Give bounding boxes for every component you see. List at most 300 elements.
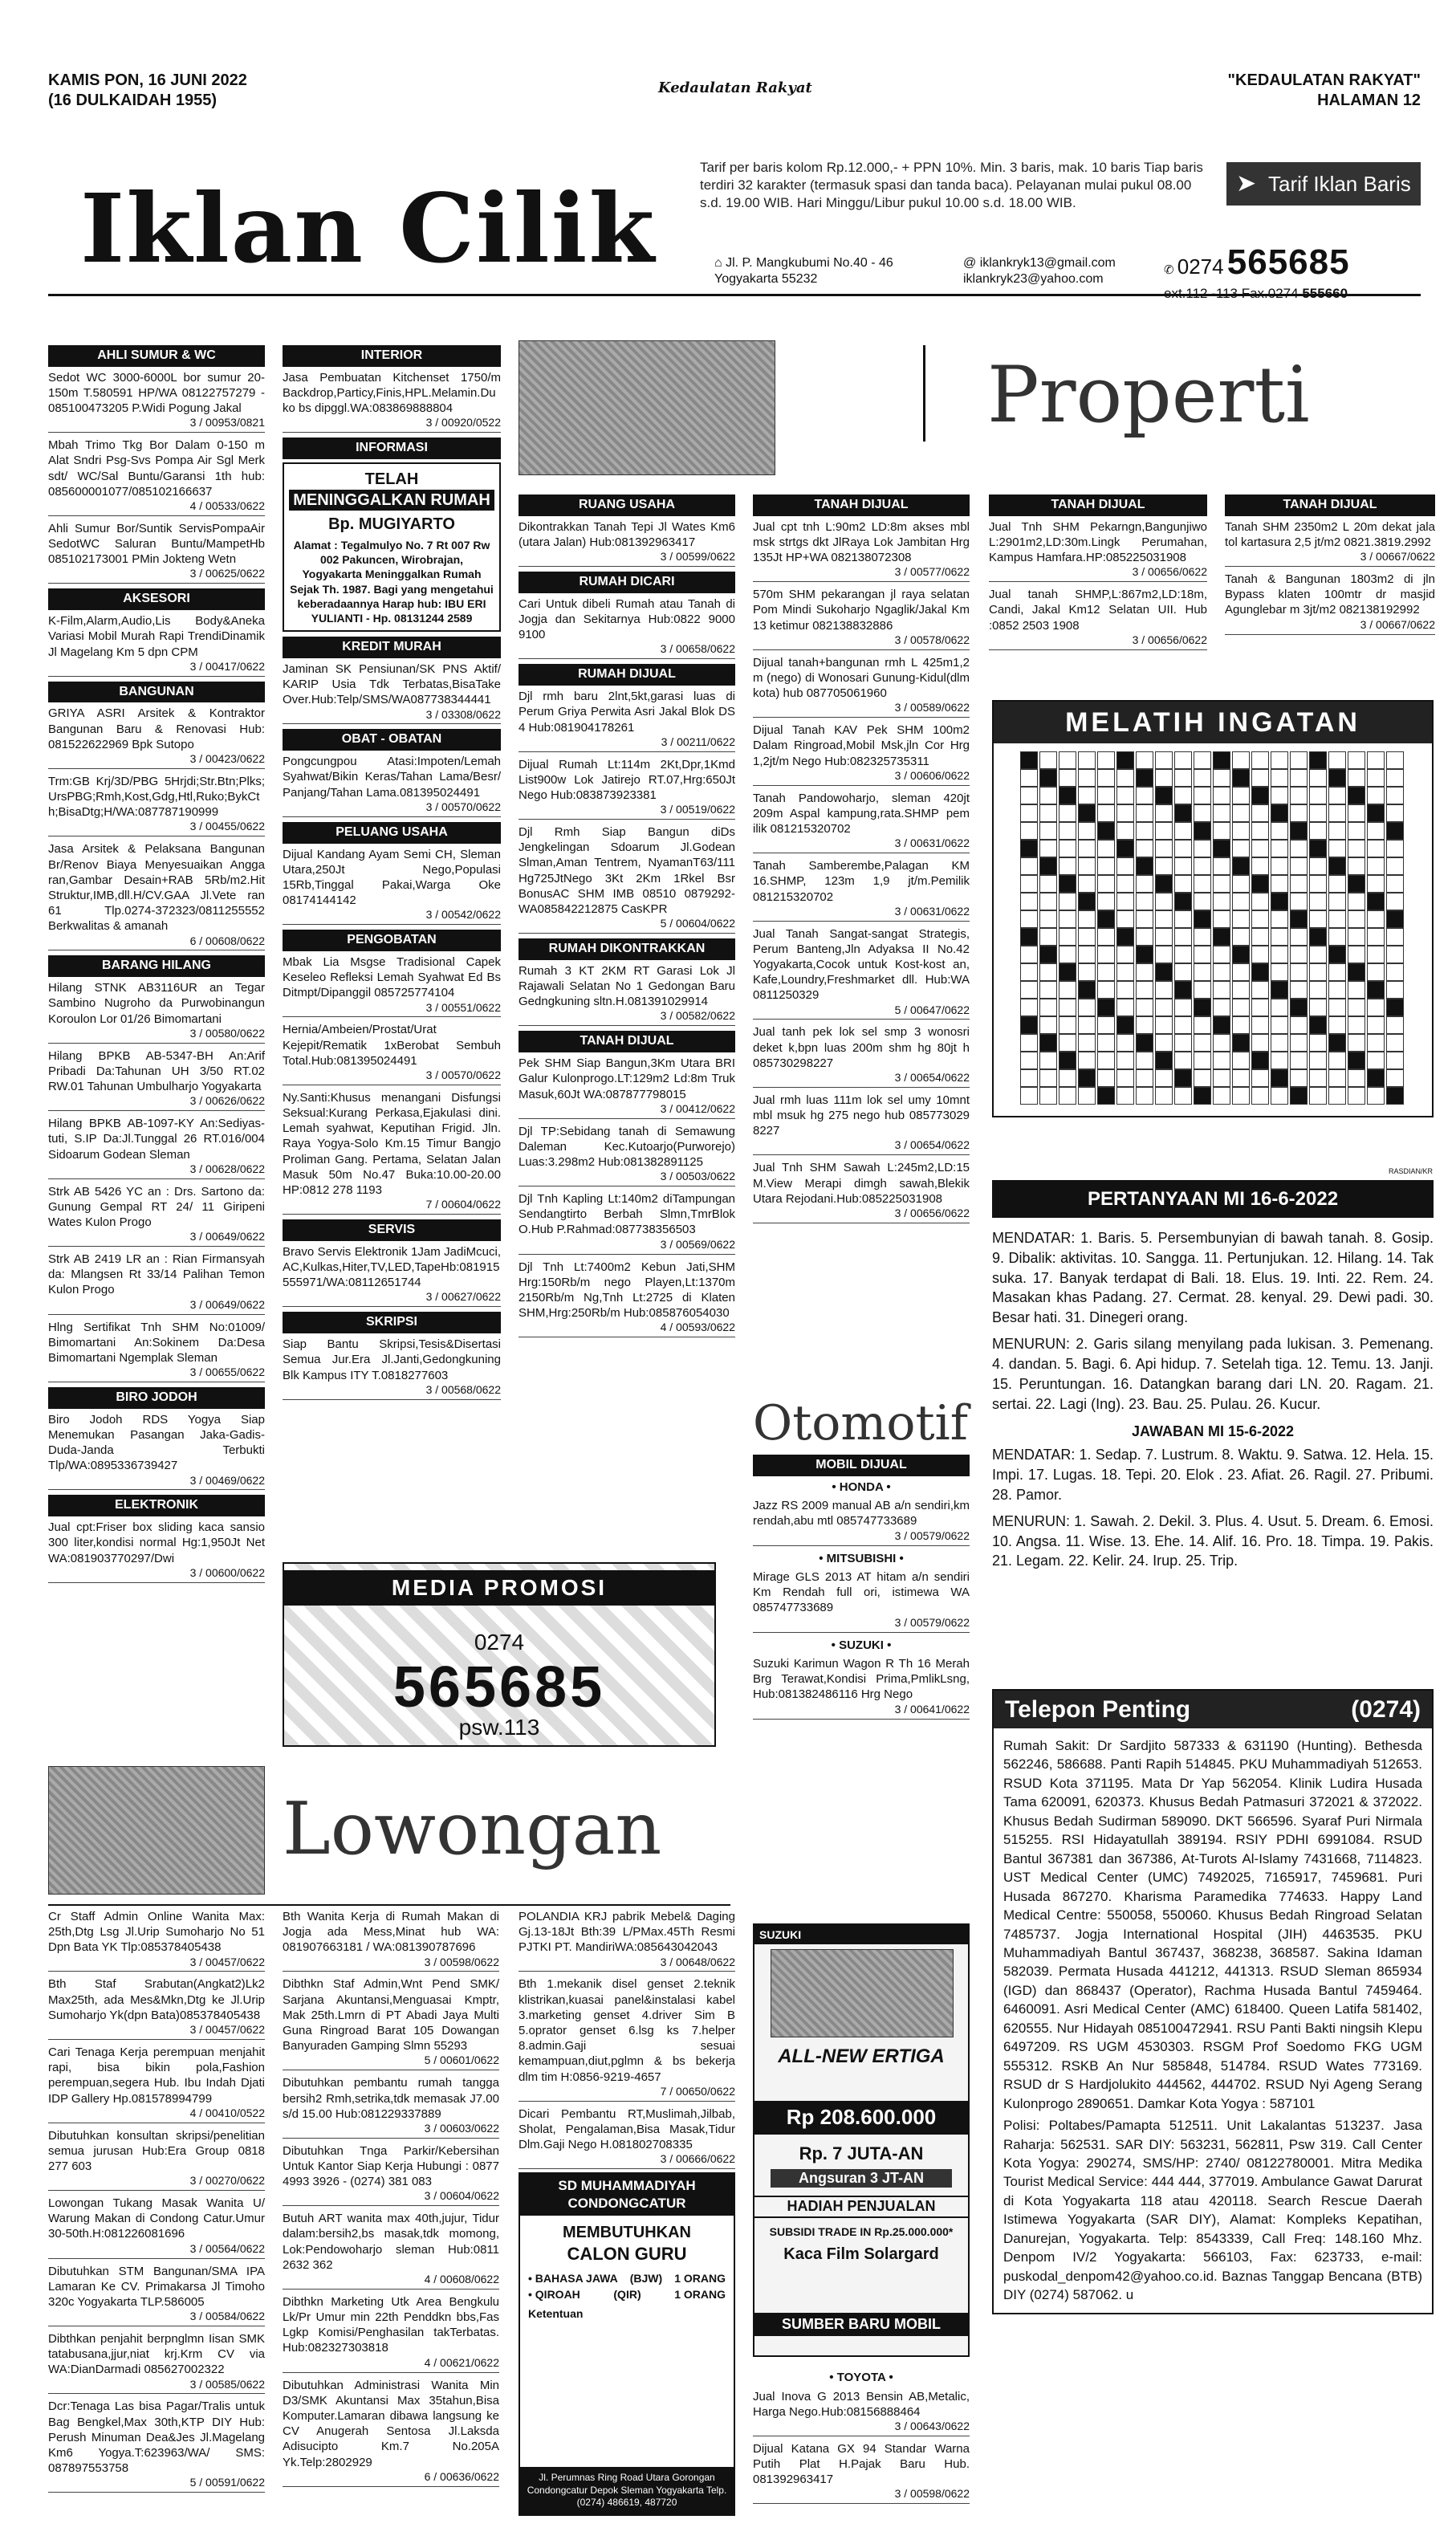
crossword-cell — [1136, 1069, 1153, 1087]
crossword-cell — [1116, 751, 1134, 769]
ad-code: 3 / 00270/0622 — [48, 2174, 265, 2191]
ad-code: 3 / 00578/0622 — [753, 633, 970, 650]
properti-divider — [923, 345, 925, 442]
crossword-cell — [1116, 1034, 1134, 1052]
crossword-cell — [1020, 963, 1038, 981]
classified-ad — [753, 926, 970, 1020]
fax-number: 555660 — [1302, 286, 1348, 302]
section-header: TANAH DIJUAL — [1225, 495, 1435, 516]
ad-code: 3 / 03308/0622 — [283, 708, 501, 725]
crossword-cell — [1232, 946, 1250, 963]
ad-code: 3 / 00519/0622 — [519, 803, 735, 820]
ad-code: 3 / 00631/0622 — [753, 905, 970, 922]
job-ad — [519, 2106, 735, 2169]
ad-code: 3 / 00582/0622 — [519, 1009, 735, 1026]
crossword-cell — [1136, 751, 1153, 769]
crossword-cell — [1271, 928, 1288, 946]
crossword-cell — [1309, 981, 1327, 999]
crossword-cell — [1290, 787, 1308, 804]
ad-code: 3 / 00579/0622 — [753, 1616, 970, 1633]
crossword-cell — [1020, 981, 1038, 999]
issue-date: KAMIS PON, 16 JUNI 2022 — [48, 71, 247, 89]
crossword-cell — [1059, 1087, 1076, 1105]
crossword-cell — [1251, 1034, 1269, 1052]
sdm-place: CONDONGCATUR — [567, 2196, 686, 2212]
iklan-cilik-banner — [48, 159, 1421, 303]
suzuki-dp: Rp. 7 JUTA-AN — [799, 2143, 924, 2164]
ad-text: Djl Rmh Siap Bangun diDs Jengkelingan Sdoarum Jl.Godean Slman,Aman Tentrem, NyamanT63/111 Hg725JtNego 3Kt 2Km 1Rkel Bsr BonusAC SHM IMB 08510 0879292-WA085842212875 CasKPR — [519, 825, 735, 917]
crossword-cell — [1232, 999, 1250, 1016]
property-photo — [519, 340, 775, 475]
crossword-cell — [1059, 928, 1076, 946]
crossword-cell — [1328, 981, 1346, 999]
crossword-cell — [1020, 1069, 1038, 1087]
crossword-cell — [1020, 1052, 1038, 1069]
crossword-cell — [1328, 787, 1346, 804]
mobil-dijual-header: MOBIL DIJUAL — [753, 1455, 970, 1476]
crossword-credit: RASDIAN/KR — [1389, 1167, 1434, 1175]
ad-code: 3 / 00920/0522 — [283, 416, 501, 433]
crossword-cell — [1328, 1087, 1346, 1105]
crossword-title: MELATIH INGATAN — [994, 702, 1432, 743]
job-ad — [48, 2264, 265, 2326]
crossword-cell — [1116, 1052, 1134, 1069]
brand-list — [753, 1480, 970, 1720]
job-ad — [283, 1909, 499, 1972]
crossword-cell — [1116, 857, 1134, 875]
crossword-cell — [1348, 1087, 1365, 1105]
crossword-cell — [1174, 963, 1192, 981]
crossword-cell — [1309, 751, 1327, 769]
brand-name: • MITSUBISHI • — [819, 1551, 904, 1565]
crossword-cell — [1367, 840, 1385, 857]
crossword-cell — [1271, 769, 1288, 787]
section-header: SERVIS — [283, 1219, 501, 1241]
crossword-cell — [1213, 1069, 1230, 1087]
toyota-section — [753, 2367, 970, 2509]
crossword-cell — [1097, 1087, 1115, 1105]
job-ad — [48, 2045, 265, 2123]
crossword-cell — [1290, 928, 1308, 946]
crossword-cell — [1059, 946, 1076, 963]
page-number: HALAMAN 12 — [1317, 92, 1421, 109]
section-header: TANAH DIJUAL — [989, 495, 1207, 516]
crossword-cell — [1232, 910, 1250, 928]
ad-code: 3 / 00589/0622 — [753, 701, 970, 718]
classified-ad — [283, 661, 501, 724]
crossword-cell — [1194, 893, 1211, 910]
crossword-cell — [1116, 822, 1134, 840]
crossword-cell — [1078, 1016, 1096, 1034]
ad-text: Dibutuhkan STM Bangunan/SMA IPA Lamaran Ke CV. Primakarsa Jl Timoho 320c Yogyakarta TLP.586005 — [48, 2264, 265, 2309]
crossword-cell — [1328, 928, 1346, 946]
crossword-cell — [1097, 1034, 1115, 1052]
crossword-cell — [1174, 1034, 1192, 1052]
section-header: ELEKTRONIK — [48, 1495, 265, 1516]
informasi-name: Bp. MUGIYARTO — [328, 515, 455, 534]
ad-text: Dibutuhkan Tnga Parkir/Kebersihan Untuk Kantor Siap Kerja Hubungi : 0877 4993 3926 - (0274) 381 083 — [283, 2143, 499, 2189]
crossword-cell — [1232, 751, 1250, 769]
ad-code: 3 / 00570/0622 — [283, 800, 501, 817]
ad-code: 5 / 00601/0622 — [283, 2053, 499, 2070]
crossword-cell — [1059, 999, 1076, 1016]
ad-text: Butuh ART wanita max 40th,jujur, Tidur dalam:bersih2,bs masak,tdk momong, Lok:Pendowoharjo sleman Hub:0811 2632 362 — [283, 2212, 499, 2272]
classified-ad — [48, 1252, 265, 1314]
crossword-cell — [1020, 1087, 1038, 1105]
column-3 — [519, 490, 735, 1342]
classified-ad — [48, 521, 265, 584]
crossword-cell — [1116, 946, 1134, 963]
ad-text: K-Film,Alarm,Audio,Lis Body&Aneka Variasi Mobil Murah Rapi TrendiDinamik Jl Magelang Km 5 dpn CPM — [48, 614, 265, 659]
crossword-cell — [1194, 875, 1211, 893]
crossword-cell — [1232, 963, 1250, 981]
suzuki-brand: SUZUKI — [754, 1925, 968, 1944]
crossword-cell — [1020, 787, 1038, 804]
ad-text: Djl TP:Sebidang tanah di Semawung Daleman Kec.Kutoarjo(Purworejo) Luas:3.298m2 Hub:081382891125 — [519, 1124, 735, 1170]
crossword-cell — [1059, 910, 1076, 928]
brand-ad — [753, 1498, 970, 1545]
ad-code: 3 / 00606/0622 — [753, 769, 970, 786]
crossword-cell — [1136, 999, 1153, 1016]
crossword-cell — [1251, 769, 1269, 787]
ad-code: 3 / 00412/0622 — [519, 1102, 735, 1119]
crossword-cell — [1271, 822, 1288, 840]
crossword-cell — [1194, 963, 1211, 981]
suzuki-dealer: SUMBER BARU MOBIL — [754, 2313, 968, 2336]
classified-ad — [48, 1412, 265, 1491]
column-4 — [753, 490, 970, 1228]
crossword-cell — [1328, 804, 1346, 822]
crossword-cell — [1251, 893, 1269, 910]
classified-ad — [753, 722, 970, 785]
telepon-area-code: (0274) — [1351, 1696, 1421, 1723]
crossword-puzzle — [992, 700, 1434, 1117]
crossword-cell — [1194, 822, 1211, 840]
crossword-cell — [1309, 857, 1327, 875]
crossword-cell — [1078, 840, 1096, 857]
job-ad — [519, 1976, 735, 2101]
crossword-cell — [1020, 946, 1038, 963]
crossword-cell — [1078, 857, 1096, 875]
crossword-cell — [1309, 804, 1327, 822]
crossword-cell — [1251, 1087, 1269, 1105]
ad-code: 3 / 00667/0622 — [1225, 550, 1435, 567]
ad-code: 7 / 00604/0622 — [283, 1198, 501, 1215]
ad-code: 3 / 00603/0622 — [283, 2122, 499, 2139]
crossword-cell — [1078, 946, 1096, 963]
crossword-cell — [1328, 857, 1346, 875]
sdm-footer: Jl. Perumnas Ring Road Utara Gorongan Condongcatur Depok Sleman Yogyakarta Telp. (0274) 486619, 487720 — [520, 2467, 734, 2514]
crossword-cell — [1097, 769, 1115, 787]
crossword-cell — [1213, 857, 1230, 875]
crossword-cell — [1039, 999, 1057, 1016]
crossword-cell — [1039, 840, 1057, 857]
crossword-cell — [1194, 804, 1211, 822]
crossword-cell — [1386, 1016, 1404, 1034]
crossword-cell — [1059, 751, 1076, 769]
classified-ad — [283, 1090, 501, 1215]
crossword-cell — [1136, 981, 1153, 999]
crossword-cell — [1059, 1069, 1076, 1087]
ad-code: 3 / 00656/0622 — [989, 565, 1207, 582]
crossword-cell — [1386, 1052, 1404, 1069]
crossword-cell — [1271, 893, 1288, 910]
crossword-cell — [1309, 1069, 1327, 1087]
ad-text: POLANDIA KRJ pabrik Mebel& Daging Gj.13-18Jt Bth:39 L/PMax.45Th Resmi PJTKI PT. MandiriWA:085643042043 — [519, 1910, 735, 1955]
crossword-cell — [1348, 1052, 1365, 1069]
media-area-code: 0274 — [474, 1630, 525, 1655]
crossword-cell — [1271, 1016, 1288, 1034]
suzuki-kaca: Kaca Film Solargard — [783, 2245, 939, 2263]
crossword-cell — [1213, 963, 1230, 981]
crossword-cell — [1097, 787, 1115, 804]
crossword-cell — [1097, 857, 1115, 875]
crossword-cell — [1097, 928, 1115, 946]
crossword-cell — [1174, 999, 1192, 1016]
crossword-cell — [1213, 840, 1230, 857]
informasi-ad — [283, 462, 501, 632]
ad-code: 3 / 00579/0622 — [753, 1529, 970, 1546]
ad-code: 3 / 00584/0622 — [48, 2310, 265, 2326]
toyota-ad-2-text: Dijual Katana GX 94 Standar Warna Putih Plat H.Pajak Baru Hub. 081392963417 — [753, 2441, 970, 2487]
crossword-cell — [1078, 981, 1096, 999]
ad-text: Lowongan Tukang Masak Wanita U/ Warung Makan di Condong Catur.Umur 30-50th.H:081226081696 — [48, 2196, 265, 2241]
crossword-cell — [1059, 893, 1076, 910]
job-ad — [48, 2399, 265, 2493]
crossword-cell — [1271, 1052, 1288, 1069]
ad-text: Pek SHM Siap Bangun,3Km Utara BRI Galur Kulonprogo.LT:129m2 Ld:8m Truk Masuk,60Jt WA:087877798015 — [519, 1056, 735, 1101]
ad-text: Hernia/Ambeien/Prostat/Urat Kejepit/Rematik 1xBerobat Sembuh Total.Hub:081395024491 — [283, 1023, 501, 1068]
crossword-cell — [1020, 804, 1038, 822]
crossword-cell — [1136, 804, 1153, 822]
crossword-cell — [1155, 769, 1173, 787]
section-header: AHLI SUMUR & WC — [48, 345, 265, 367]
crossword-cell — [1367, 1052, 1385, 1069]
jawaban-mendatar: MENDATAR: 1. Sedap. 7. Lustrum. 8. Waktu. 9. Satwa. 12. Hela. 15. Impi. 17. Lugas. 18. Tepi. 20. Elok . 23. Afiat. 26. Ragil. 27. Pribumi. 28. Pamor. — [992, 1447, 1434, 1503]
classified-ad — [283, 954, 501, 1017]
classified-ad — [753, 587, 970, 649]
tarif-text: Tarif per baris kolom Rp.12.000,- + PPN 10%. Min. 3 baris, mak. 10 baris Tiap baris terdiri 32 karakter (termasuk spasi dan tanda baca). Pelayanan mulai pukul 08.00 s.d. 19.00 WIB. Hari Minggu/Libur pukul 10.00 s.d. 18.00 WIB. — [700, 160, 1203, 211]
crossword-cell — [1039, 804, 1057, 822]
ad-code: 3 / 00551/0622 — [283, 1001, 501, 1018]
ad-code: 3 / 00667/0622 — [1225, 618, 1435, 635]
sdm-row-1-count: 1 ORANG — [674, 2271, 726, 2285]
classified-ad — [48, 1116, 265, 1178]
crossword-cell — [1155, 1052, 1173, 1069]
ad-code: 3 / 00643/0622 — [753, 2420, 970, 2436]
crossword-cell — [1328, 1052, 1346, 1069]
ad-text: Bth Wanita Kerja di Rumah Makan di Jogja ada Mess,Minat hub WA: 081907663181 / WA:081390787696 — [283, 1910, 499, 1955]
ad-code: 3 / 00599/0622 — [519, 550, 735, 567]
ad-text: Jual cpt tnh L:90m2 LD:8m akses mbl msk strtgs dkt JlRaya Lok Jambitan Hrg 135Jt HP+WA 082138072308 — [753, 519, 970, 565]
lowongan-column-3 — [519, 1909, 735, 2174]
ad-code: 7 / 00650/0622 — [519, 2085, 735, 2102]
crossword-cell — [1155, 893, 1173, 910]
crossword-cell — [1232, 804, 1250, 822]
ad-code: 5 / 00604/0622 — [519, 917, 735, 934]
crossword-cell — [1386, 804, 1404, 822]
crossword-cell — [1078, 893, 1096, 910]
address-line2: Yogyakarta 55232 — [714, 272, 818, 286]
ad-text: Bth 1.mekanik disel genset 2.teknik klistrikan,kuasai panel&instalasi kabel 3.marketing genset 4.driver Sim B 5.oprator genset 6.lsg ks 7.helper 8.admin.Gaji sesuai kemampuan,diut,pglmn & bs bekerja dlm tim H:0856-9219-4657 — [519, 1977, 735, 2084]
toyota-ad-2-code: 3 / 00598/0622 — [753, 2487, 970, 2504]
crossword-cell — [1097, 999, 1115, 1016]
classified-ad — [48, 841, 265, 950]
crossword-cell — [1078, 1052, 1096, 1069]
ad-text: Jual Tnh SHM Sawah L:245m2,LD:15 M.View Merapi dimgh sawah,Blekik Utara Rejodani.Hub:085225031908 — [753, 1161, 970, 1206]
crossword-cell — [1039, 875, 1057, 893]
crossword-cell — [1367, 769, 1385, 787]
crossword-cell — [1136, 910, 1153, 928]
section-header: RUANG USAHA — [519, 495, 735, 516]
crossword-cell — [1194, 946, 1211, 963]
classified-ad — [283, 370, 501, 433]
lowongan-photo — [48, 1766, 265, 1895]
sdm-row-2-count: 1 ORANG — [674, 2287, 726, 2301]
crossword-cell — [1116, 999, 1134, 1016]
crossword-cell — [1309, 893, 1327, 910]
ad-text: Jasa Pembuatan Kitchenset 1750/m Backdrop,Particy,Finis,HPL.Melamin.Du ko bs dipggl.WA:083869888804 — [283, 370, 501, 416]
crossword-cell — [1059, 1016, 1076, 1034]
classified-ad — [283, 754, 501, 816]
sdm-row-2-code: (QIR) — [613, 2287, 641, 2301]
crossword-cell — [1020, 893, 1038, 910]
lowongan-divider — [48, 1904, 730, 1906]
crossword-cell — [1328, 963, 1346, 981]
crossword-cell — [1155, 910, 1173, 928]
classified-ad — [989, 587, 1207, 649]
crossword-cell — [1136, 963, 1153, 981]
crossword-cell — [1194, 840, 1211, 857]
crossword-cell — [1194, 1052, 1211, 1069]
ad-text: Hlng Sertifikat Tnh SHM No:01009/ Bimomartani An:Sokinem Da:Desa Bimomartani Ngemplak Sleman — [48, 1320, 265, 1365]
crossword-cell — [1039, 822, 1057, 840]
crossword-cell — [1097, 1052, 1115, 1069]
crossword-cell — [1155, 857, 1173, 875]
crossword-cell — [1020, 1016, 1038, 1034]
crossword-cell — [1116, 840, 1134, 857]
crossword-cell — [1232, 1034, 1250, 1052]
crossword-cell — [1078, 822, 1096, 840]
telepon-penting-box — [992, 1689, 1434, 2314]
crossword-cell — [1290, 999, 1308, 1016]
page-header — [48, 71, 1421, 127]
crossword-cell — [1309, 928, 1327, 946]
crossword-cell — [1136, 857, 1153, 875]
crossword-cell — [1251, 928, 1269, 946]
crossword-cell — [1194, 910, 1211, 928]
email-1: iklankryk13@gmail.com — [979, 256, 1116, 270]
crossword-cell — [1213, 910, 1230, 928]
job-ad — [48, 2128, 265, 2191]
suzuki-model: ALL-NEW ERTIGA — [778, 2045, 945, 2068]
ad-text: Tanah SHM 2350m2 L 20m dekat jala tol kartasura 2,5 jt/m2 0821.3819.2992 — [1225, 519, 1435, 549]
properti-title: Properti — [987, 350, 1310, 440]
crossword-cell — [1097, 822, 1115, 840]
crossword-cell — [1059, 769, 1076, 787]
crossword-cell — [1309, 910, 1327, 928]
crossword-cell — [1155, 822, 1173, 840]
crossword-cell — [1174, 875, 1192, 893]
crossword-cell — [1020, 875, 1038, 893]
crossword-cell — [1328, 999, 1346, 1016]
crossword-cell — [1328, 751, 1346, 769]
crossword-cell — [1155, 787, 1173, 804]
crossword-cell — [1328, 1016, 1346, 1034]
section-header: BARANG HILANG — [48, 955, 265, 977]
job-ad — [283, 1976, 499, 2070]
crossword-cell — [1039, 751, 1057, 769]
crossword-cell — [1290, 1087, 1308, 1105]
crossword-cell — [1020, 822, 1038, 840]
crossword-cell — [1386, 875, 1404, 893]
crossword-cell — [1290, 893, 1308, 910]
crossword-cell — [1290, 857, 1308, 875]
crossword-cell — [1348, 910, 1365, 928]
crossword-cell — [1290, 875, 1308, 893]
ad-text: Tanah & Bangunan 1803m2 di jln Bypass klaten 100mtr dr masjid Agunglebar m 3jt/m2 082138192992 — [1225, 572, 1435, 617]
ad-text: Dijual Rumah Lt:114m 2Kt,Dpr,1Kmd List900w Lok Jatirejo RT.07,Hrg:650Jt Nego Hub:083873923381 — [519, 757, 735, 802]
crossword-cell — [1232, 822, 1250, 840]
crossword-cell — [1174, 910, 1192, 928]
crossword-cell — [1251, 787, 1269, 804]
crossword-cell — [1213, 928, 1230, 946]
crossword-cell — [1309, 999, 1327, 1016]
crossword-cell — [1194, 787, 1211, 804]
crossword-cell — [1174, 1069, 1192, 1087]
ad-text: Bth Staf Srabutan(Angkat2)Lk2 Max25th, ada Mes&Mkn,Dtg ke Jl.Urip Sumoharjo Yk(dpn Bata)085378405438 — [48, 1977, 265, 2022]
crossword-cell — [1174, 1016, 1192, 1034]
crossword-cell — [1251, 999, 1269, 1016]
classified-ad — [519, 519, 735, 567]
crossword-cell — [1078, 751, 1096, 769]
email-2: iklankryk23@yahoo.com — [963, 272, 1104, 286]
crossword-cell — [1194, 769, 1211, 787]
ad-text: Tanah Pandowoharjo, sleman 420jt 209m Aspal kampung,rata.SHMP pem ilik 081215320702 — [753, 791, 970, 836]
crossword-cell — [1174, 804, 1192, 822]
crossword-cell — [1059, 981, 1076, 999]
classified-ad — [1225, 572, 1435, 634]
crossword-cell — [1020, 928, 1038, 946]
sdm-row-1-code: (BJW) — [629, 2271, 663, 2285]
crossword-cell — [1367, 963, 1385, 981]
crossword-cell — [1367, 981, 1385, 999]
telepon-polisi: Polisi: Poltabes/Pamapta 512511. Unit Lakalantas 513237. Jasa Raharja: 562531. SAR DIY: 563231, 562811, Psw 319. Call Center Kota Yogya: 290274, SMS/HP: 2740/ 08122780001. Mitra Medika Tourist Medical Service: 444 444, 377019. Ambulance Gawat Darurat di Kota Yogyakarta 118 atau 420118. Search Rescue Daerah Istimewa Yogyakarta (SAR DIY), Alamat: Kompleks Kepatihan, Danurejan, Yogyakarta. Telp: 8543339, Call Freq: 148.160 Mhz. Denpom IV/2 Yogyakarta: 566103, Fax: 623733, e-mail: puskodal_denpom42@yahoo.co.id. Baznas Tanggap Bencana (BTB) DIY (0274) 587062. u — [1003, 2118, 1422, 2303]
ad-code: 4 / 00593/0622 — [519, 1321, 735, 1337]
ad-code: 3 / 00598/0622 — [283, 1956, 499, 1972]
crossword-cell — [1194, 1034, 1211, 1052]
classified-ad — [48, 1320, 265, 1382]
crossword-cell — [1059, 857, 1076, 875]
classified-ad — [519, 689, 735, 751]
ad-code: 5 / 00647/0622 — [753, 1003, 970, 1020]
ad-code: 3 / 00503/0622 — [519, 1170, 735, 1186]
crossword-cell — [1136, 1016, 1153, 1034]
crossword-cell — [1348, 875, 1365, 893]
home-icon: ⌂ — [714, 256, 726, 270]
ad-text: Dibthkan penjahit berpnglmn Iisan SMK tatabusana,jjur,niat krj.Krm CV via WA:DianDarmadi 085627002322 — [48, 2332, 265, 2377]
crossword-cell — [1386, 822, 1404, 840]
ad-text: Cari Untuk dibeli Rumah atau Tanah di Jogja dan Sekitarnya Hub:0822 9000 9100 — [519, 596, 735, 642]
crossword-cell — [1309, 1034, 1327, 1052]
crossword-cell — [1367, 822, 1385, 840]
section-header: INFORMASI — [283, 438, 501, 459]
ad-code: 4 / 00533/0622 — [48, 499, 265, 516]
ad-text: Dicari Pembantu RT,Muslimah,Jilbab, Sholat, Pengalaman,Bisa Masak,Tidur Dlm.Gaji Nego H.081802708335 — [519, 2106, 735, 2152]
crossword-cell — [1290, 963, 1308, 981]
classified-ad — [519, 1056, 735, 1118]
crossword-cell — [1155, 1087, 1173, 1105]
